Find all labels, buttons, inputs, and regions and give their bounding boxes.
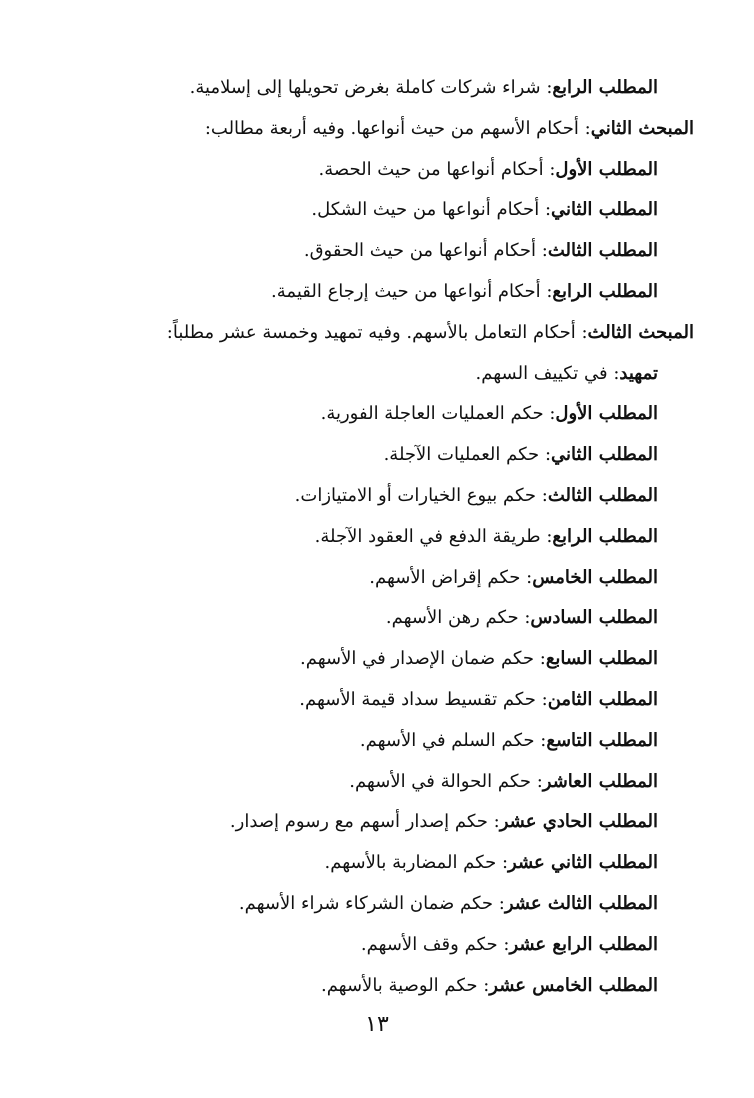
toc-line-20-text: حكم ضمان الشركاء شراء الأسهم. [238,892,494,914]
toc-line-15-text: حكم تقسيط سداد قيمة الأسهم. [299,688,536,710]
toc-line-8-text: حكم العمليات العاجلة الفورية. [320,403,544,425]
toc-line-11-key: المطلب الرابع [552,525,658,547]
toc-line-6 [58,313,694,354]
toc-line-3-separator: : [544,199,552,221]
toc-line-14-key: المطلب السابع [545,648,658,670]
toc-line-9-text: حكم العمليات الآجلة. [383,444,540,466]
toc-line-16-separator: : [540,729,547,751]
toc-line-8 [58,394,658,435]
toc-line-2-text: أحكام أنواعها من حيث الحصة. [318,158,544,180]
toc-line-22-separator: : [483,974,490,996]
toc-line-7-text: في تكييف السهم. [475,362,608,384]
toc-line-20 [58,884,658,925]
toc-line-8-separator: : [549,403,556,425]
toc-line-1 [58,109,694,150]
toc-line-17 [58,762,658,803]
toc-line-19 [58,843,658,884]
toc-line-0 [58,68,658,109]
toc-line-2-key: المطلب الأول [555,158,658,180]
toc-line-10-text: حكم بيوع الخيارات أو الامتيازات. [294,484,537,506]
toc-line-16-key: المطلب التاسع [546,729,658,751]
toc-line-4 [58,231,658,272]
table-of-contents [58,68,694,1006]
toc-line-1-separator: : [584,117,591,139]
toc-line-20-key: المطلب الثالث عشر [504,892,658,914]
toc-line-9 [58,435,658,476]
toc-line-6-separator: : [581,321,588,343]
toc-line-12-separator: : [526,566,533,588]
toc-line-21-separator: : [503,933,510,955]
toc-line-13 [58,598,658,639]
toc-line-15 [58,680,658,721]
toc-line-3-key: المطلب الثاني [551,199,658,221]
toc-line-20-separator: : [498,892,505,914]
toc-line-5-separator: : [546,280,553,302]
toc-line-12-key: المطلب الخامس [532,566,658,588]
toc-line-3 [58,190,658,231]
toc-line-16-text: حكم السلم في الأسهم. [359,729,535,751]
toc-line-19-text: حكم المضاربة بالأسهم. [324,852,497,874]
toc-line-2-separator: : [549,158,556,180]
toc-line-11-separator: : [546,525,553,547]
toc-line-4-text: أحكام أنواعها من حيث الحقوق. [303,240,537,262]
toc-line-11-text: طريقة الدفع في العقود الآجلة. [314,525,541,547]
page-number: ١٣ [365,1012,389,1037]
toc-line-19-key: المطلب الثاني عشر [508,852,658,874]
toc-line-21 [58,925,658,966]
toc-line-19-separator: : [501,852,509,874]
toc-line-17-key: المطلب العاشر [542,770,658,792]
toc-line-22-key: المطلب الخامس عشر [489,974,658,996]
toc-line-11 [58,517,658,558]
toc-line-13-separator: : [524,607,531,629]
toc-line-15-key: المطلب الثامن [547,688,658,710]
toc-line-15-separator: : [541,688,548,710]
toc-line-5 [58,272,658,313]
toc-line-10-key: المطلب الثالث [547,484,658,506]
toc-line-12-text: حكم إقراض الأسهم. [369,566,521,588]
toc-line-6-key: المبحث الثالث [587,321,694,343]
toc-line-5-key: المطلب الرابع [552,280,658,302]
toc-line-18 [58,802,658,843]
toc-line-17-separator: : [536,770,543,792]
toc-line-22 [58,966,658,1007]
toc-line-7 [58,354,658,395]
toc-line-7-separator: : [613,362,620,384]
toc-line-0-key: المطلب الرابع [552,77,658,98]
toc-line-4-separator: : [541,240,548,262]
toc-line-13-key: المطلب السادس [530,607,658,629]
toc-line-21-key: المطلب الرابع عشر [509,933,658,955]
toc-line-18-text: حكم إصدار أسهم مع رسوم إصدار. [229,811,488,833]
toc-line-1-text: أحكام الأسهم من حيث أنواعها. وفيه أربعة مطالب: [204,117,579,139]
toc-line-3-text: أحكام أنواعها من حيث الشكل. [311,199,540,221]
toc-line-12 [58,558,658,599]
toc-line-14-text: حكم ضمان الإصدار في الأسهم. [300,648,534,670]
toc-line-1-key: المبحث الثاني [590,117,694,139]
toc-line-2 [58,150,658,191]
toc-line-5-text: أحكام أنواعها من حيث إرجاع القيمة. [271,280,541,302]
toc-line-22-text: حكم الوصية بالأسهم. [320,974,478,996]
toc-line-6-text: أحكام التعامل بالأسهم. وفيه تمهيد وخمسة عشر مطلباً: [166,321,576,343]
toc-line-14 [58,639,658,680]
toc-line-16 [58,721,658,762]
toc-line-18-key: المطلب الحادي عشر [499,811,658,833]
toc-line-14-separator: : [539,648,546,670]
toc-line-13-text: حكم رهن الأسهم. [385,607,519,629]
toc-line-7-key: تمهيد [619,362,658,384]
toc-line-0-separator: : [546,77,553,98]
toc-line-4-key: المطلب الثالث [547,240,658,262]
toc-line-10 [58,476,658,517]
toc-line-8-key: المطلب الأول [555,403,658,425]
toc-line-18-separator: : [493,811,500,833]
toc-line-0-text: شراء شركات كاملة بغرض تحويلها إلى إسلامية. [189,77,541,98]
toc-line-9-key: المطلب الثاني [551,444,658,466]
toc-line-9-separator: : [544,444,552,466]
toc-line-21-text: حكم وقف الأسهم. [360,933,498,955]
toc-line-17-text: حكم الحوالة في الأسهم. [349,770,531,792]
toc-line-10-separator: : [541,484,548,506]
